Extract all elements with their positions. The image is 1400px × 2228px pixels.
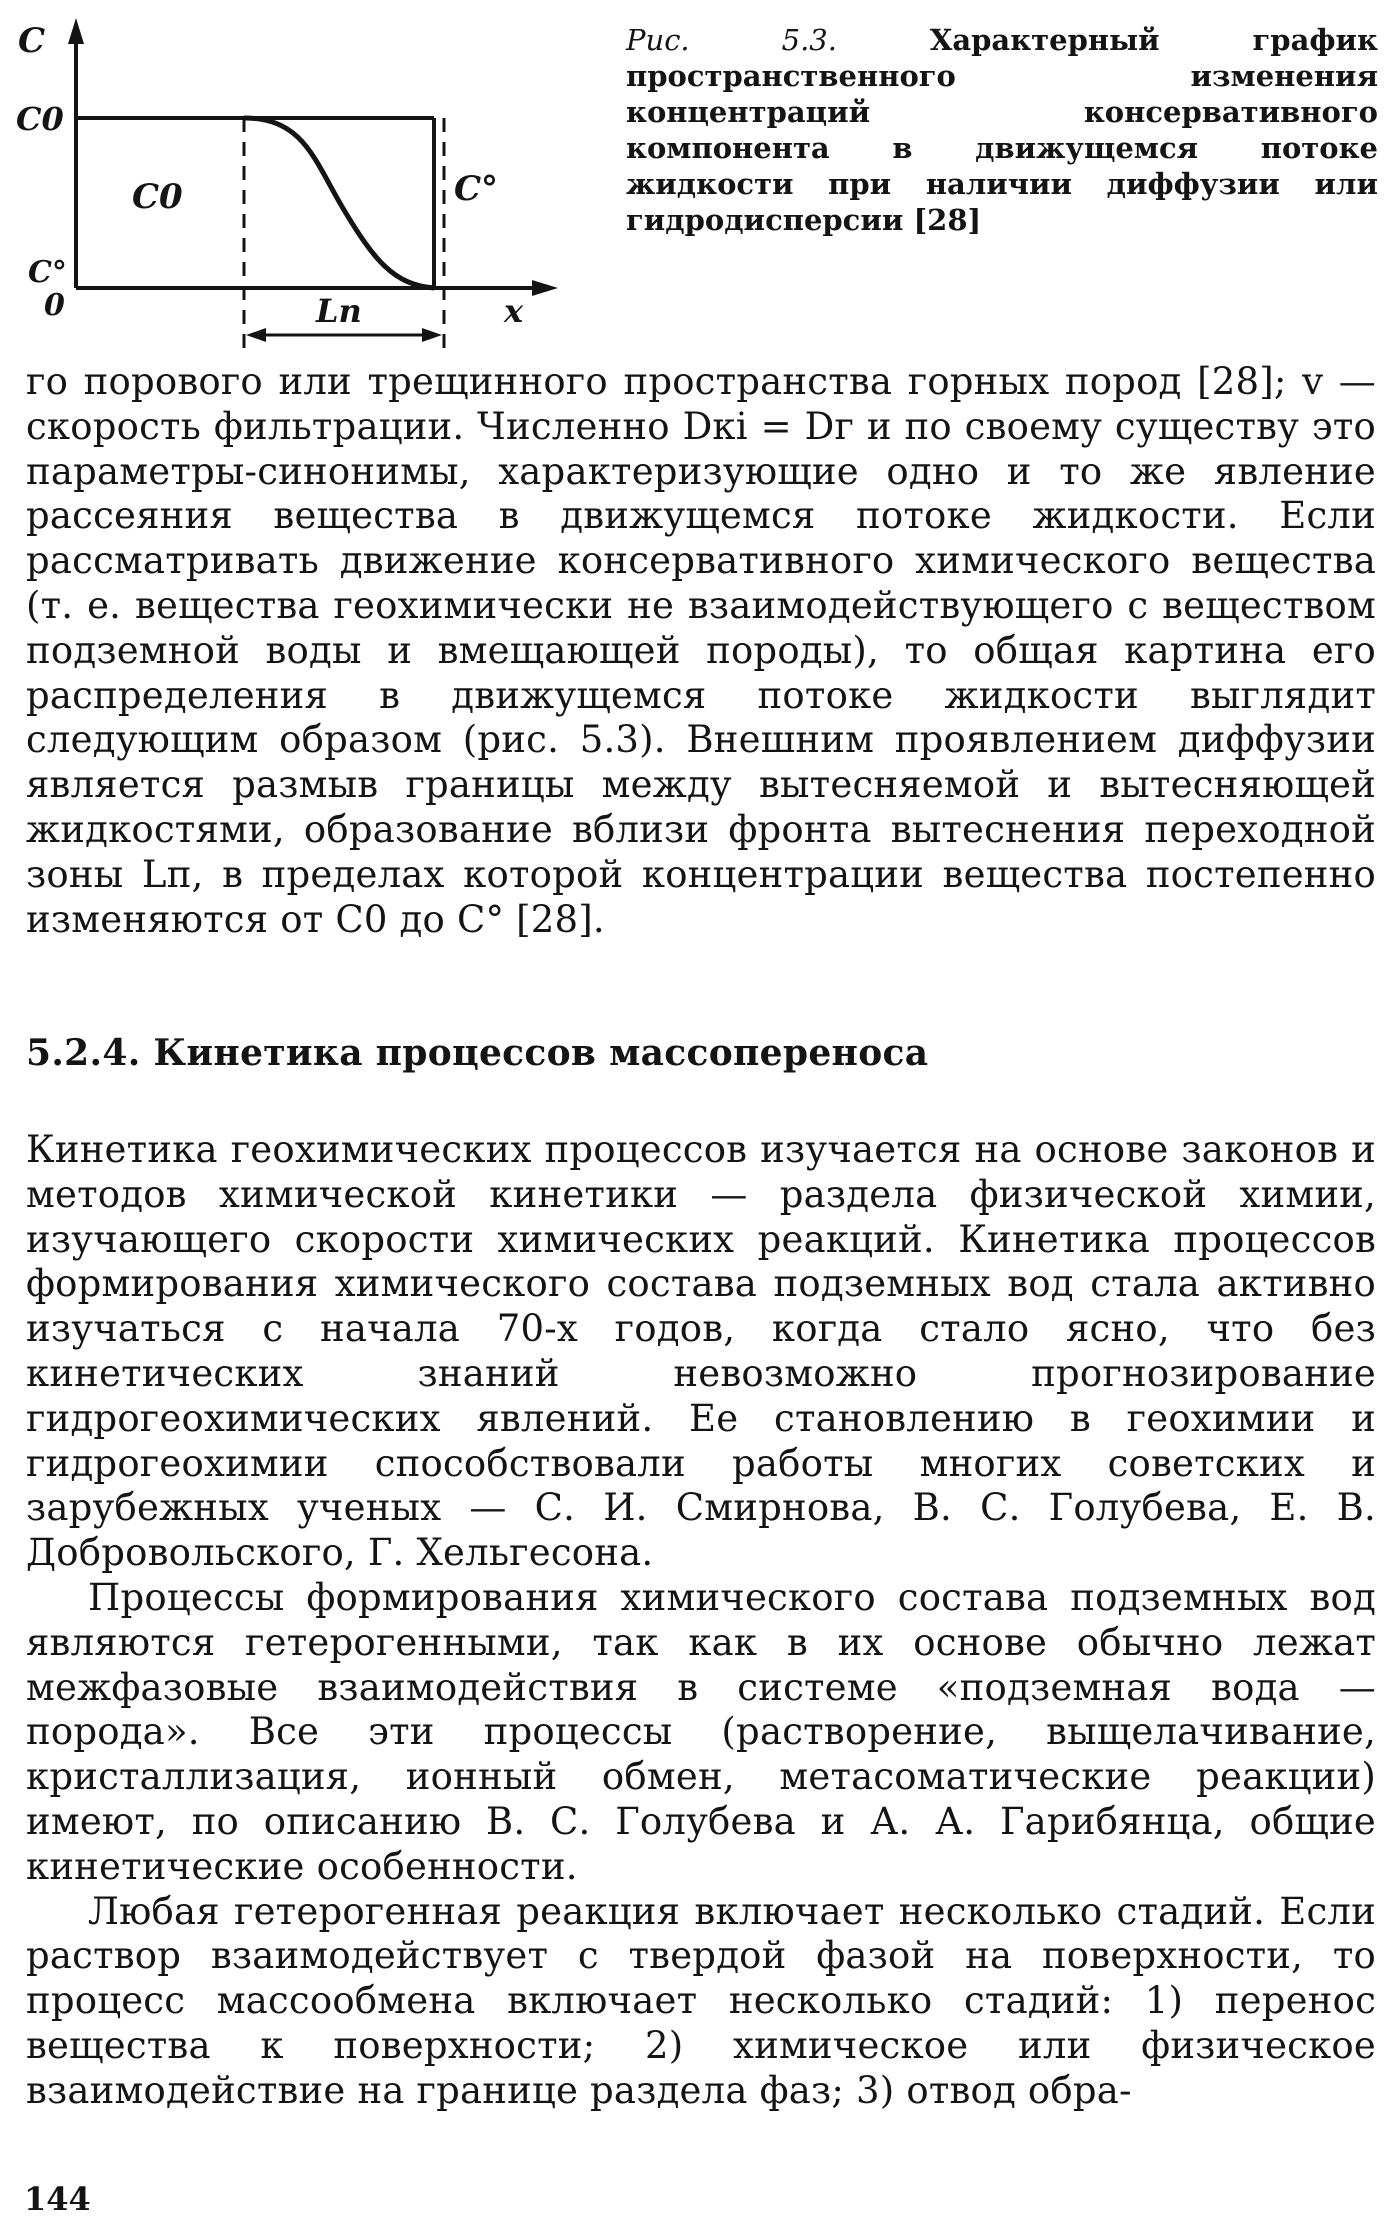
- label-c-upper-right: C°: [454, 169, 499, 209]
- kinetics-section-body: [26, 1128, 1376, 2114]
- transition-zone-arrow-left: [246, 328, 266, 342]
- label-x-axis: x: [504, 292, 524, 330]
- y-axis-arrow: [68, 18, 84, 44]
- figure-caption: [626, 22, 1378, 238]
- caption-number: Рис. 5.3.: [626, 23, 837, 57]
- concentration-graph: [14, 10, 574, 355]
- label-transition-zone: Lп: [316, 292, 362, 330]
- transition-zone-arrow-right: [422, 328, 442, 342]
- figure-5-3: [14, 10, 574, 355]
- label-c0-region: C0: [132, 177, 183, 217]
- label-c0-left: C0: [16, 100, 64, 138]
- label-origin: 0: [44, 288, 65, 323]
- label-y-axis: C: [18, 21, 46, 61]
- caption-text: Характерный график пространственного изменения концентраций консервативного компонента в движущемся потоке жидкости при наличии диффузии или гидродисперсии [28]: [626, 23, 1378, 237]
- concentration-curve: [244, 118, 434, 288]
- paragraph-1: Кинетика геохимических процессов изучается на основе законов и методов химической кинетики — раздела физической химии, изучающего скорости химических реакций. Кинетика процессов формирования химического состава подземных вод стала активно изучаться с начала 70-х годов, когда стало ясно, что без кинетических знаний невозможно прогнозирование гидрогеохимических явлений. Ее становлению в геохимии и гидрогеохимии способствовали работы многих советских и зарубежных ученых — С. И. Смирнова, В. С. Голубева, Е. В. Добровольского, Г. Хельгесона.: [26, 1128, 1376, 1575]
- intro-paragraph: го порового или трещинного пространства горных пород [28]; v — скорость фильтрации. Численно Dкi = Dг и по своему существу это параметры-синонимы, характеризующие одно и то же явление рассеяния вещества в движущемся потоке жидкости. Если рассматривать движение консервативного химического вещества (т. е. вещества геохимически не взаимодействующего с веществом подземной воды и вмещающей породы), то общая картина его распределения в движущемся потоке жидкости выглядит следующим образом (рис. 5.3). Внешним проявлением диффузии является размыв границы между вытесняемой и вытесняющей жидкостями, образование вблизи фронта вытеснения переходной зоны Lп, в пределах которой концентрации вещества постепенно изменяются от C0 до C° [28].: [26, 360, 1376, 941]
- page-number: 144: [24, 2180, 91, 2218]
- paragraph-3: Любая гетерогенная реакция включает несколько стадий. Если раствор взаимодействует с твердой фазой на поверхности, то процесс массообмена включает несколько стадий: 1) перенос вещества к поверхности; 2) химическое или физическое взаимодействие на границе раздела фаз; 3) отвод обра-: [26, 1889, 1376, 2112]
- intro-paragraph-block: [26, 360, 1376, 942]
- paragraph-2: Процессы формирования химического состава подземных вод являются гетерогенными, так как в их основе обычно лежат межфазовые взаимодействия в системе «подземная вода — порода». Все эти процессы (растворение, выщелачивание, кристаллизация, ионный обмен, метасоматические реакции) имеют, по описанию В. С. Голубева и А. А. Гарибянца, общие кинетические особенности.: [26, 1575, 1376, 1888]
- section-heading: 5.2.4. Кинетика процессов массопереноса: [26, 1032, 929, 1074]
- label-c-upper-left: C°: [28, 255, 67, 290]
- x-axis-arrow: [532, 280, 558, 296]
